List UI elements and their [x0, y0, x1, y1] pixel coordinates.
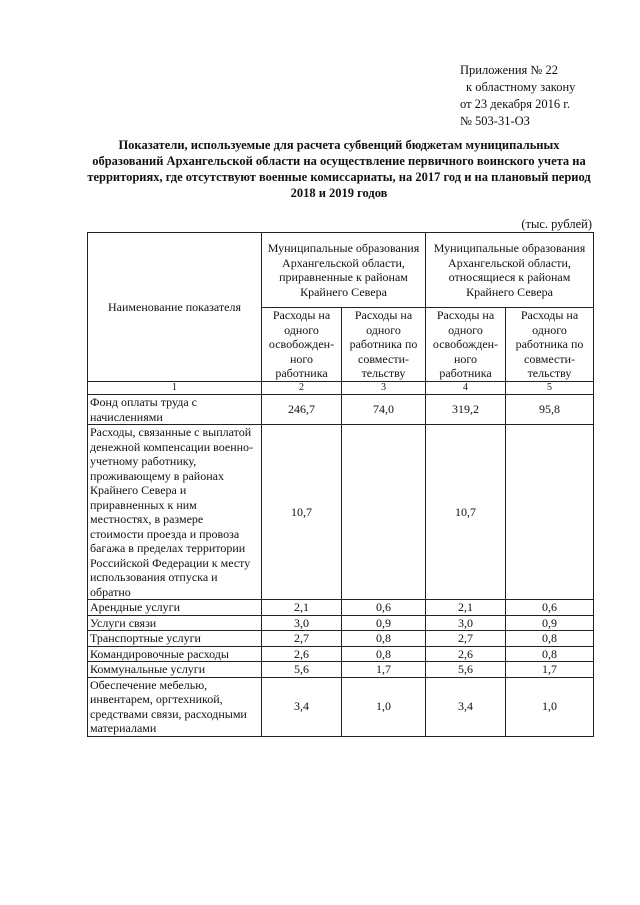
row-value-v1: 2,6 [262, 646, 342, 662]
row-value-v4: 0,8 [506, 631, 594, 647]
header-group-far-north: Муниципальные образования Архангельской области, относящиеся к районам Крайнего Севера [426, 233, 594, 308]
row-indicator-name: Фонд оплаты труда с начислениями [88, 395, 262, 425]
table-row [88, 677, 594, 736]
units-label: (тыс. рублей) [521, 217, 592, 231]
row-value-v1: 2,7 [262, 631, 342, 647]
table-row [88, 615, 594, 631]
row-value-v4 [506, 425, 594, 600]
appendix-date: от 23 декабря 2016 г. [460, 97, 571, 111]
row-indicator-name: Обеспечение мебелью, инвентарем, оргтехникой, средствами связи, расходными материалами [88, 677, 262, 736]
row-value-v2: 0,8 [342, 646, 426, 662]
table-row [88, 425, 594, 600]
row-value-v3: 319,2 [426, 395, 506, 425]
row-value-v1: 2,1 [262, 600, 342, 616]
appendix-block [460, 62, 575, 130]
row-value-v2: 74,0 [342, 395, 426, 425]
row-value-v2: 0,9 [342, 615, 426, 631]
row-value-v4: 0,8 [506, 646, 594, 662]
column-number: 4 [426, 382, 506, 395]
row-value-v4: 1,7 [506, 662, 594, 678]
header-sub4: Расходы на одного работника по совмести-тельству [506, 308, 594, 382]
document-title: Показатели, используемые для расчета субвенций бюджетам муниципальных образований Архангельской области на осуществление первичного воинского учета на территориях, где отсутствуют военные комиссариаты, на 2017 год и на плановый период 2018 и 2019 годов [87, 138, 591, 200]
row-value-v4: 0,6 [506, 600, 594, 616]
row-indicator-name: Расходы, связанные с выплатой денежной компенсации военно-учетному работнику, проживающему в районах Крайнего Севера и приравненных к ним местностях, в размере стоимости проезда и провоза багажа в пределах территории Российской Федерации к месту использования отпуска и обратно [88, 425, 262, 600]
header-sub1: Расходы на одного освобожден-ного работника [262, 308, 342, 382]
header-group-equated-north: Муниципальные образования Архангельской области, приравненные к районам Крайнего Севера [262, 233, 426, 308]
row-value-v4: 1,0 [506, 677, 594, 736]
row-indicator-name: Коммунальные услуги [88, 662, 262, 678]
row-value-v4: 95,8 [506, 395, 594, 425]
appendix-number: Приложения № 22 [460, 63, 558, 77]
row-indicator-name: Транспортные услуги [88, 631, 262, 647]
row-value-v2: 0,6 [342, 600, 426, 616]
appendix-law: к областному закону [466, 80, 576, 94]
row-value-v3: 2,1 [426, 600, 506, 616]
row-value-v3: 5,6 [426, 662, 506, 678]
column-number: 3 [342, 382, 426, 395]
header-row-groups [88, 233, 594, 308]
row-value-v1: 246,7 [262, 395, 342, 425]
row-value-v3: 3,0 [426, 615, 506, 631]
row-value-v1: 3,0 [262, 615, 342, 631]
table-row [88, 631, 594, 647]
row-indicator-name: Арендные услуги [88, 600, 262, 616]
row-indicator-name: Командировочные расходы [88, 646, 262, 662]
row-value-v4: 0,9 [506, 615, 594, 631]
table-row [88, 646, 594, 662]
table-row [88, 395, 594, 425]
row-value-v1: 5,6 [262, 662, 342, 678]
row-value-v3: 10,7 [426, 425, 506, 600]
row-value-v2: 1,0 [342, 677, 426, 736]
indicators-table [87, 232, 594, 737]
row-value-v2 [342, 425, 426, 600]
row-value-v1: 3,4 [262, 677, 342, 736]
row-value-v2: 1,7 [342, 662, 426, 678]
header-sub3: Расходы на одного освобожден-ного работника [426, 308, 506, 382]
column-number: 1 [88, 382, 262, 395]
table-row [88, 662, 594, 678]
row-value-v3: 3,4 [426, 677, 506, 736]
table-row [88, 600, 594, 616]
appendix-law-number: № 503-31-ОЗ [460, 114, 530, 128]
row-value-v3: 2,7 [426, 631, 506, 647]
row-value-v1: 10,7 [262, 425, 342, 600]
header-indicator-name: Наименование показателя [88, 233, 262, 382]
column-number: 2 [262, 382, 342, 395]
row-value-v3: 2,6 [426, 646, 506, 662]
row-value-v2: 0,8 [342, 631, 426, 647]
column-number: 5 [506, 382, 594, 395]
column-number-row [88, 382, 594, 395]
row-indicator-name: Услуги связи [88, 615, 262, 631]
header-sub2: Расходы на одного работника по совмести-тельству [342, 308, 426, 382]
